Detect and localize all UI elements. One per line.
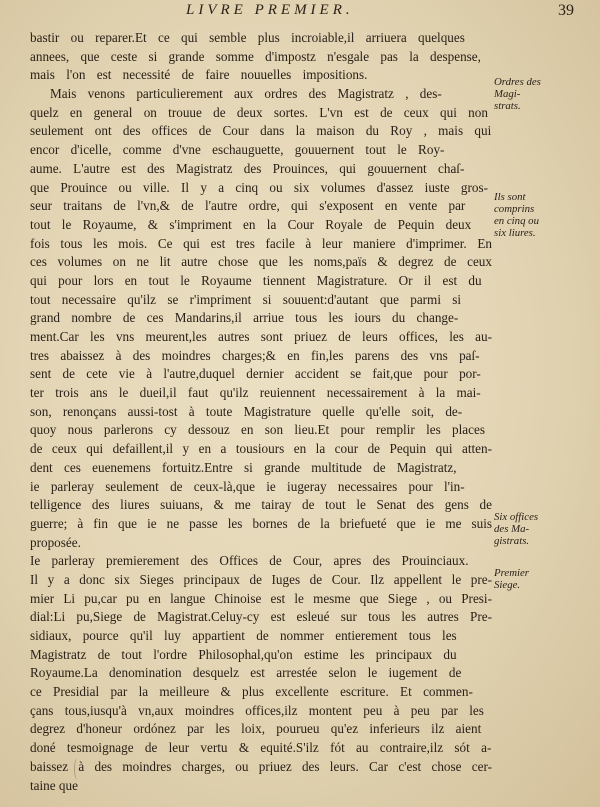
margin-note bbox=[494, 567, 598, 591]
margin-note-line: gistrats. bbox=[494, 535, 530, 547]
running-title: LIVRE PREMIER. bbox=[186, 2, 354, 18]
text-line: doné tesmoignage de leur vertu & equité.S'ilz fót au contraire,ilz sót a- bbox=[30, 740, 492, 756]
page-number: 39 bbox=[558, 2, 574, 19]
text-line: çans tous,iusqu'à vn,aux moindres offices,ilz montent peu à peu par les bbox=[30, 702, 484, 718]
text-line: Mais venons particulierement aux ordres des Magistratz , des- bbox=[50, 86, 442, 102]
margin-note-line: strats. bbox=[494, 100, 521, 112]
margin-note bbox=[494, 511, 598, 547]
text-line: ce Presidial par la meilleure & plus excellente escriture. Et commen- bbox=[30, 684, 473, 700]
text-line: son, renonçans aussi-tost à toute Magistrature quelle qu'elle soit, de- bbox=[30, 403, 463, 419]
text-line: dial:Li pu,Siege de Magistrat.Celuy-cy est esleué sur tous les autres Pre- bbox=[30, 609, 492, 625]
margin-note-line: des Ma- bbox=[494, 523, 530, 535]
text-line: encor d'icelle, comme d'vne eschauguette, gouuernent tout le Roy- bbox=[30, 142, 445, 158]
text-line: ces volumes on ne lit autre chose que les noms,païs & degrez de ceux bbox=[30, 254, 492, 270]
text-line: qui pour lors en tout le Royaume tiennent Magistrature. Or il est du bbox=[30, 272, 482, 288]
margin-note-line: Premier bbox=[494, 567, 529, 579]
text-line: quoy nous parlerons cy dessouz en son lieu.Et pour remplir les places bbox=[30, 422, 485, 438]
text-line: mais l'on est necessité de faire nouuelles impositions. bbox=[30, 67, 368, 83]
text-line: grand nombre de ces Mandarins,il arriue tous les iours du change- bbox=[30, 310, 459, 326]
text-line: sent de cete vie à l'autre,duquel dernier accident se fait,que pour por- bbox=[30, 366, 481, 382]
text-line: annees, que ceste si grande somme d'impostz n'esgale pas la despense, bbox=[30, 48, 481, 64]
margin-note-line: Ordres des bbox=[494, 76, 541, 88]
text-line: tres abaissez à des moindres charges;& en fin,les parens des vns paſ- bbox=[30, 347, 480, 363]
margin-note-line: Siege. bbox=[494, 579, 521, 591]
text-line: aume. L'autre est des Magistratz des Prouinces, qui gouuernent chaſ- bbox=[30, 160, 465, 176]
text-line: Ie parleray premierement des Offices de Cour, apres des Prouinciaux. bbox=[30, 553, 469, 569]
text-line: quelz en general on trouue de deux sortes. L'vn est de ceux qui non bbox=[30, 104, 488, 120]
text-line: seur traitans de l'vn,& de l'autre ordre, qui s'exposent en vente par bbox=[30, 198, 466, 214]
text-line: ie parleray seulement de ceux-là,que ie iugeray necessaires pour l'in- bbox=[30, 478, 465, 494]
margin-note-line: Magi- bbox=[494, 88, 521, 100]
text-line: telligence des liures suiuans, & me tairay de tout le Senat des gens de bbox=[30, 497, 492, 513]
text-line: mier Li pu,car pu en langue Chinoise est le mesme que Siege , ou Presi- bbox=[30, 590, 492, 606]
text-line: proposée. bbox=[30, 534, 81, 550]
margin-note-line: Ils sont bbox=[494, 191, 526, 203]
text-line: baissez à des moindres charges, ou priuez des leurs. Car c'est chose cer- bbox=[30, 758, 492, 774]
margin-note bbox=[494, 76, 598, 112]
text-line: dent ces euenemens fortuitz.Entre si grande multitude de Magistratz, bbox=[30, 459, 457, 475]
text-line: tout le Royaume, & s'impriment en la Cour Royale de Pequin deux bbox=[30, 216, 472, 232]
text-line: fois tous les mois. Ce qui est tres facile à leur maniere d'imprimer. En bbox=[30, 235, 492, 251]
text-line: Royaume.La denomination desquelz est arrestée selon le iugement de bbox=[30, 665, 462, 681]
text-line: tout necessaire qu'ilz se r'impriment si souuent:d'autant que parmi si bbox=[30, 291, 462, 307]
main-text-block bbox=[30, 29, 492, 795]
margin-note-line: en cinq ou bbox=[494, 215, 539, 227]
text-line: que Prouince ou ville. Il y a cinq ou six volumes d'assez iuste gros- bbox=[30, 179, 488, 195]
text-line: seulement ont des offices de Cour dans la maison du Roy , mais qui bbox=[30, 123, 492, 139]
margin-note bbox=[494, 191, 598, 239]
text-line: ment.Car les vns meurent,les autres sont priuez de leurs offices, les au- bbox=[30, 329, 492, 344]
page-header bbox=[0, 2, 600, 24]
text-line: degrez d'honeur ordónez par les loix, pourueu qu'ez inferieurs ilz aient bbox=[30, 721, 482, 737]
text-line: Il y a donc six Sieges principaux de Iuges de Cour. Ilz appellent le pre- bbox=[30, 571, 492, 587]
text-line: bastir ou reparer.Et ce qui semble plus incroiable,il arriuera quelques bbox=[30, 30, 465, 45]
margin-note-line: comprins bbox=[494, 203, 535, 215]
text-line: guerre; à fin que ie ne passe les bornes de la briefueté que ie me suis bbox=[30, 515, 492, 531]
text-line: taine que bbox=[30, 777, 78, 793]
text-line: Magistratz de tout l'ordre Philosophal,qu'on estime les principaux du bbox=[30, 646, 457, 662]
text-line: sidiaux, pource qu'il luy appartient de nommer entierement tous les bbox=[30, 628, 457, 643]
text-line: de ceux qui defaillent,il y en a tousiours en la cour de Pequin qui atten- bbox=[30, 441, 492, 457]
text-line: ter trois ans le dueil,il faut qu'ilz reuiennent necessairement à la mai- bbox=[30, 385, 481, 401]
margin-note-line: Six offices bbox=[494, 511, 539, 523]
ink-mark bbox=[74, 758, 81, 780]
margin-note-line: six liures. bbox=[494, 227, 536, 239]
